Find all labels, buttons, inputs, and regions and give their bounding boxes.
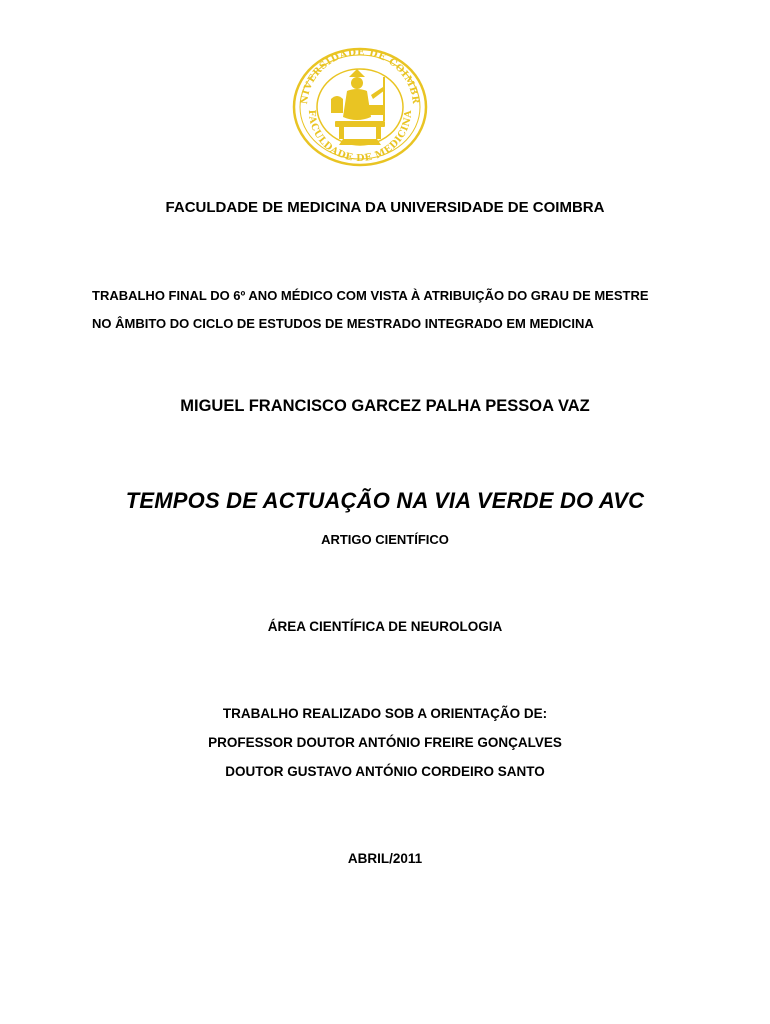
scientific-area: ÁREA CIENTÍFICA DE NEUROLOGIA [267,619,503,634]
supervision-intro: TRABALHO REALIZADO SOB A ORIENTAÇÃO DE: [222,706,548,721]
supervisor-1: PROFESSOR DOUTOR ANTÓNIO FREIRE GONÇALVES [208,735,562,750]
date: ABRIL/2011 [347,851,423,866]
purpose-line-2: NO ÂMBITO DO CICLO DE ESTUDOS DE MESTRADO INTEGRADO EM MEDICINA [92,316,594,331]
supervisor-2: DOUTOR GUSTAVO ANTÓNIO CORDEIRO SANTO [225,764,545,779]
svg-text:✝ VNIVERSIDADE DE COIMBRA ✝: NIVERSIDADE DE COIMBR [298,47,422,105]
svg-text:FACULDADE DE MEDICINA: FACULDADE DE MEDICINA [305,109,415,165]
purpose-line-1: TRABALHO FINAL DO 6º ANO MÉDICO COM VISTA À ATRIBUIÇÃO DO GRAU DE MESTRE [92,288,649,303]
university-seal-icon [291,47,429,167]
document-type: ARTIGO CIENTÍFICO [321,532,449,547]
faculty-heading: FACULDADE DE MEDICINA DA UNIVERSIDADE DE COIMBRA [165,199,605,216]
document-title: TEMPOS DE ACTUAÇÃO NA VIA VERDE DO AVC [125,488,645,513]
author-name: MIGUEL FRANCISCO GARCEZ PALHA PESSOA VAZ [180,397,590,415]
